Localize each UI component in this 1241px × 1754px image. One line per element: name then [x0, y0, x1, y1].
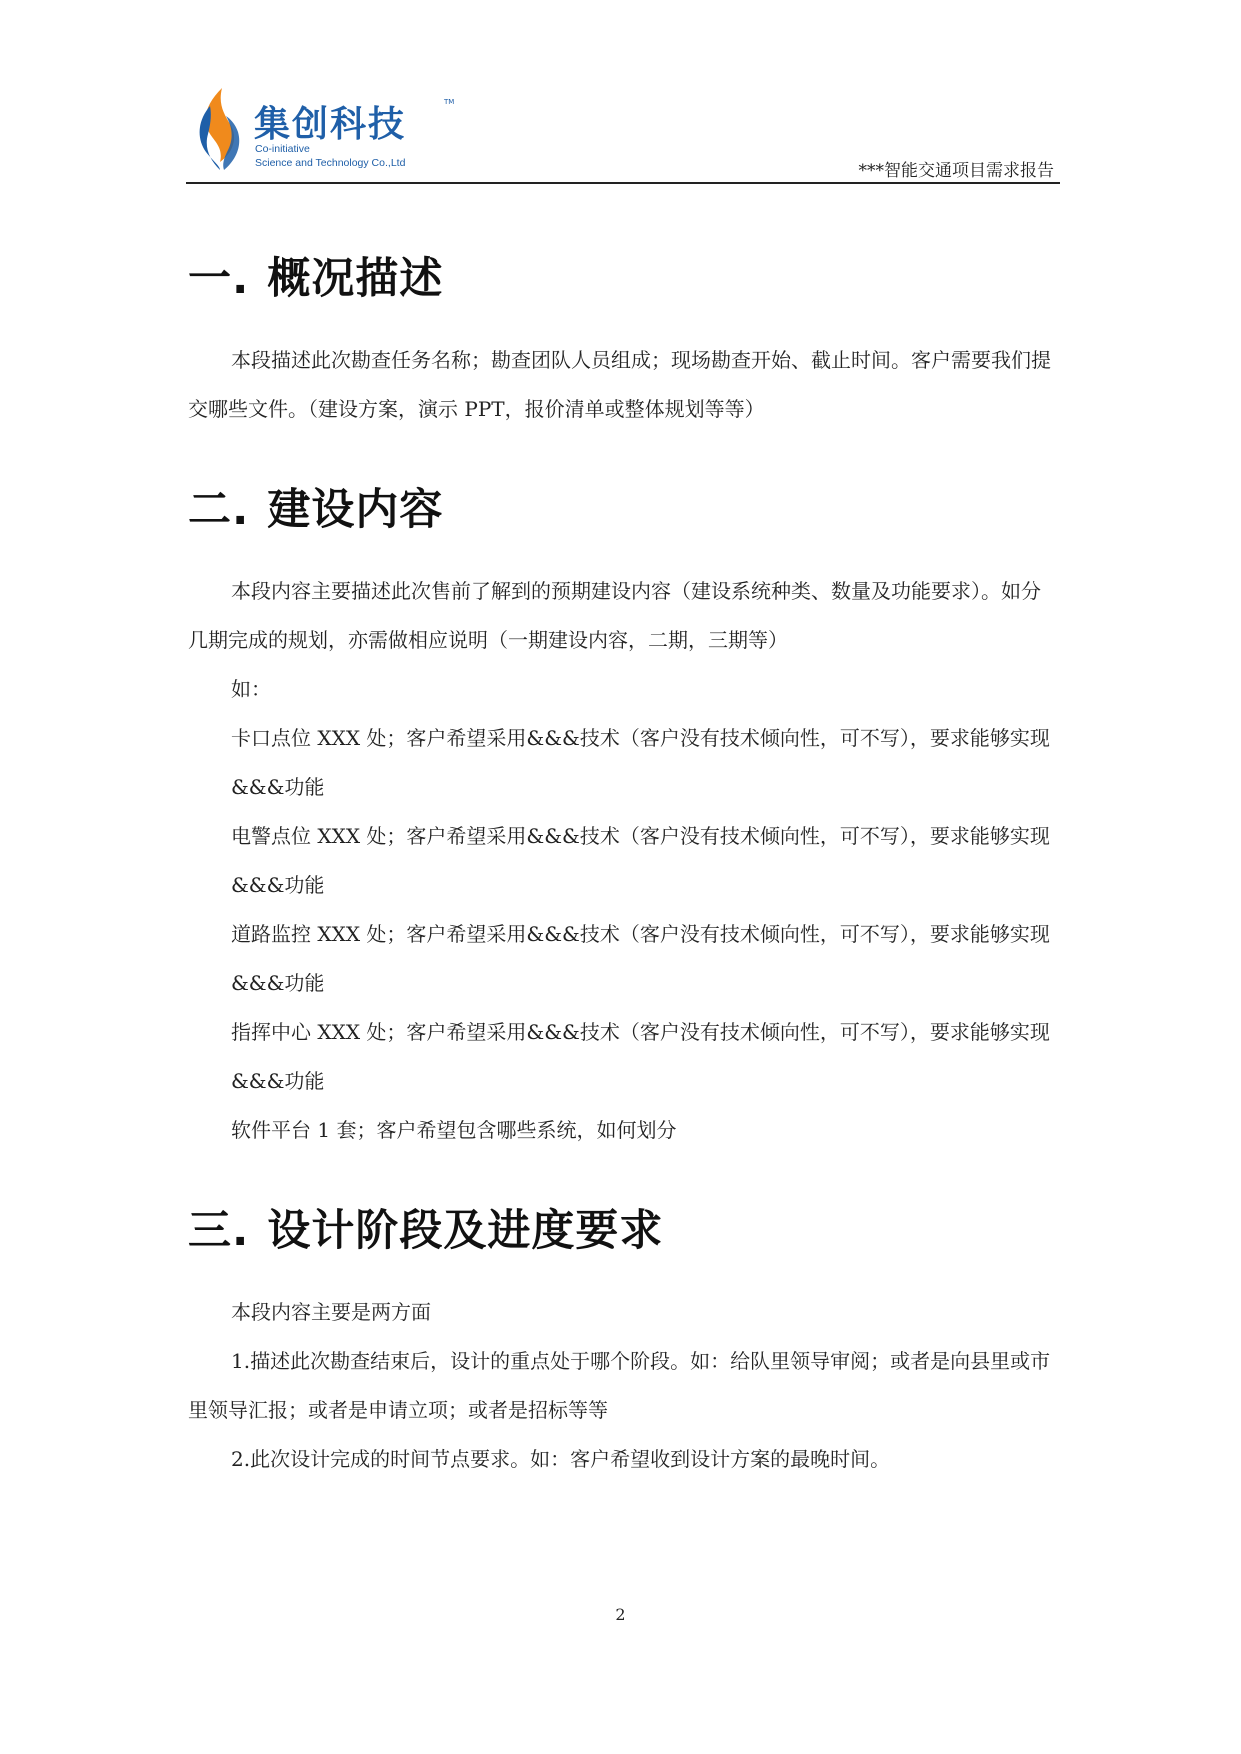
header-divider [186, 182, 1060, 184]
document-title: ***智能交通项目需求报告 [858, 161, 1054, 181]
section-body-design-schedule [188, 1288, 1058, 1484]
list-item: 软件平台 1 套；客户希望包含哪些系统，如何划分 [231, 1118, 677, 1142]
list-item: 电警点位 XXX 处；客户希望采用&&&技术（客户没有技术倾向性，可不写），要求能够实现&&&功能 [231, 824, 1050, 897]
paragraph: 本段内容主要是两方面 [231, 1300, 431, 1324]
section-title: 设计阶段及进度要求 [267, 1206, 664, 1256]
section-number: 二. [188, 485, 250, 535]
flame-logo-icon [194, 86, 250, 172]
page-header [186, 86, 1060, 186]
section-number: 一. [188, 254, 250, 304]
section-title: 建设内容 [267, 485, 444, 535]
paragraph: 本段内容主要描述此次售前了解到的预期建设内容（建设系统种类、数量及功能要求）。如分几期完成的规划，亦需做相应说明（一期建设内容，二期，三期等） [188, 579, 1041, 652]
example-label: 如： [231, 677, 271, 701]
section-heading-construction [188, 485, 1058, 535]
logo-english-name-line2: Science and Technology Co.,Ltd [255, 157, 406, 169]
list-item: 道路监控 XXX 处；客户希望采用&&&技术（客户没有技术倾向性，可不写），要求能够实现&&&功能 [231, 922, 1050, 995]
section-heading-overview [188, 254, 1058, 304]
logo-chinese-name: 集创科技 [254, 104, 407, 145]
list-item: 卡口点位 XXX 处；客户希望采用&&&技术（客户没有技术倾向性，可不写），要求能够实现&&&功能 [231, 726, 1050, 799]
list-item: 指挥中心 XXX 处；客户希望采用&&&技术（客户没有技术倾向性，可不写），要求能够实现&&&功能 [231, 1020, 1050, 1093]
logo-trademark: TM [444, 98, 455, 106]
section-title: 概况描述 [267, 254, 444, 304]
paragraph: 本段描述此次勘查任务名称；勘查团队人员组成；现场勘查开始、截止时间。客户需要我们提交哪些文件。（建设方案，演示 PPT，报价清单或整体规划等等） [188, 348, 1051, 421]
company-logo [194, 86, 454, 172]
section-body-overview [188, 336, 1058, 434]
section-heading-design-schedule [188, 1206, 1058, 1256]
list-item: 1.描述此次勘查结束后，设计的重点处于哪个阶段。如：给队里领导审阅；或者是向县里或市里领导汇报；或者是申请立项；或者是招标等等 [188, 1349, 1051, 1422]
section-number: 三. [188, 1206, 250, 1256]
section-body-construction [188, 567, 1058, 1155]
logo-english-name-line1: Co-initiative [255, 143, 310, 155]
list-item: 2.此次设计完成的时间节点要求。如：客户希望收到设计方案的最晚时间。 [231, 1447, 891, 1471]
page-number: 2 [615, 1605, 626, 1624]
document-body [188, 254, 1058, 1484]
